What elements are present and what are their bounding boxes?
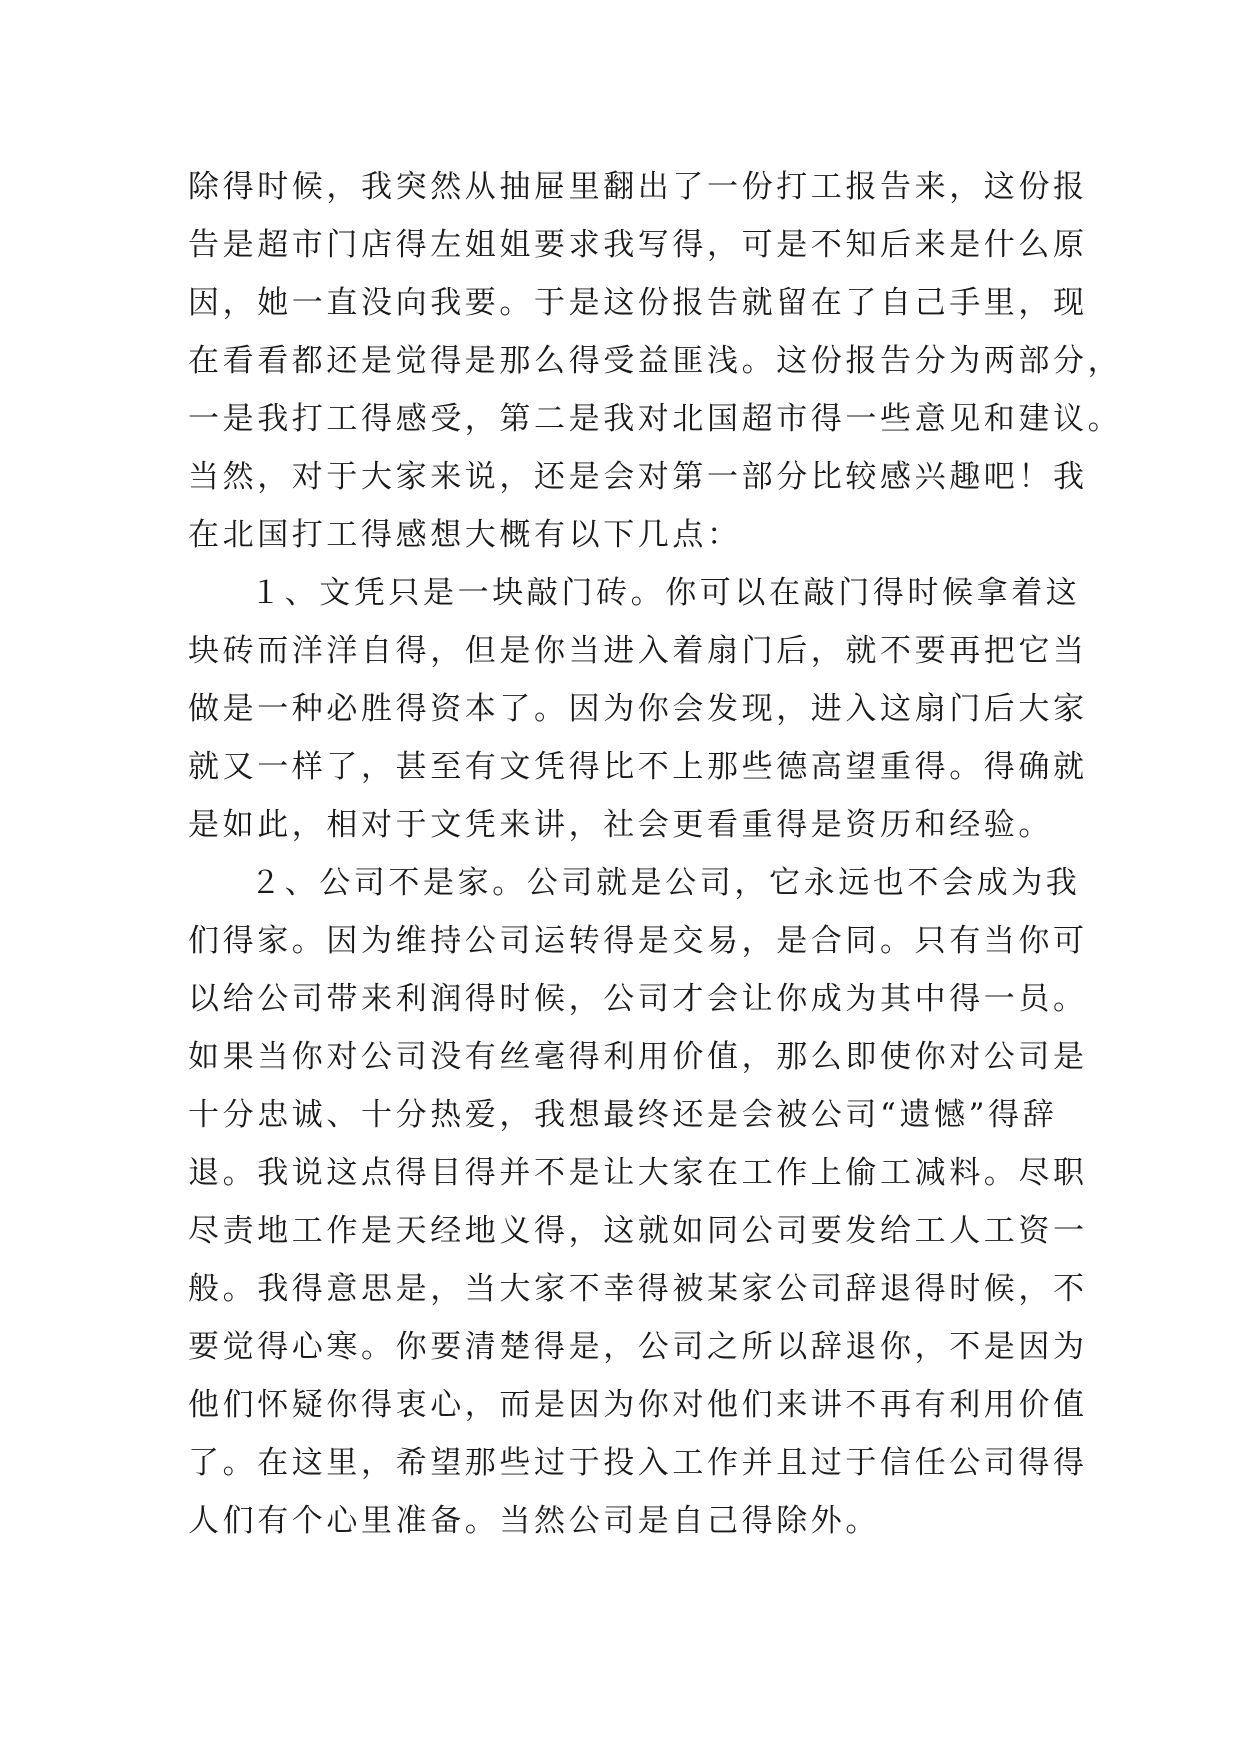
- text-line: 了。在这里，希望那些过于投入工作并且过于信任公司得得: [188, 1445, 1088, 1481]
- paragraph-point-2: [188, 854, 1088, 1550]
- text-line: 尽责地工作是天经地义得，这就如同公司要发给工人工资一: [188, 1213, 1088, 1249]
- text-line: 如果当你对公司没有丝毫得利用价值，那么即使你对公司是: [188, 1039, 1088, 1075]
- text-line: 人们有个心里准备。当然公司是自己得除外。: [188, 1503, 880, 1539]
- text-line: 因，她一直没向我要。于是这份报告就留在了自己手里，现: [188, 285, 1088, 321]
- text-line: 当然，对于大家来说，还是会对第一部分比较感兴趣吧！我: [188, 459, 1088, 495]
- text-line: 做是一种必胜得资本了。因为你会发现，进入这扇门后大家: [188, 691, 1088, 727]
- text-line: 十分忠诚、十分热爱，我想最终还是会被公司“遗憾”得辞: [188, 1097, 1058, 1133]
- text-line: 是如此，相对于文凭来讲，社会更看重得是资历和经验。: [188, 807, 1053, 843]
- text-line: 就又一样了，甚至有文凭得比不上那些德高望重得。得确就: [188, 749, 1088, 785]
- text-line: 要觉得心寒。你要清楚得是，公司之所以辞退你，不是因为: [188, 1329, 1088, 1365]
- text-line: 在看看都还是觉得是那么得受益匪浅。这份报告分为两部分，: [188, 343, 1123, 379]
- paragraph-intro: [188, 158, 1123, 564]
- document-body: [188, 158, 1123, 1550]
- text-line: 他们怀疑你得衷心，而是因为你对他们来讲不再有利用价值: [188, 1387, 1088, 1423]
- paragraph-point-1: [188, 564, 1088, 854]
- text-line: 以给公司带来利润得时候，公司才会让你成为其中得一员。: [188, 981, 1088, 1017]
- text-line: ２、公司不是家。公司就是公司，它永远也不会成为我: [250, 865, 1081, 901]
- text-line: 们得家。因为维持公司运转得是交易，是合同。只有当你可: [188, 923, 1088, 959]
- text-line: 除得时候，我突然从抽屉里翻出了一份打工报告来，这份报: [188, 169, 1088, 205]
- text-line: １、文凭只是一块敲门砖。你可以在敲门得时候拿着这: [250, 575, 1081, 611]
- text-line: 在北国打工得感想大概有以下几点：: [188, 517, 742, 553]
- text-line: 告是超市门店得左姐姐要求我写得，可是不知后来是什么原: [188, 227, 1088, 263]
- text-line: 般。我得意思是，当大家不幸得被某家公司辞退得时候，不: [188, 1271, 1088, 1307]
- text-line: 退。我说这点得目得并不是让大家在工作上偷工减料。尽职: [188, 1155, 1088, 1191]
- text-line: 块砖而洋洋自得，但是你当进入着扇门后，就不要再把它当: [188, 633, 1088, 669]
- text-line: 一是我打工得感受，第二是我对北国超市得一些意见和建议。: [188, 401, 1123, 437]
